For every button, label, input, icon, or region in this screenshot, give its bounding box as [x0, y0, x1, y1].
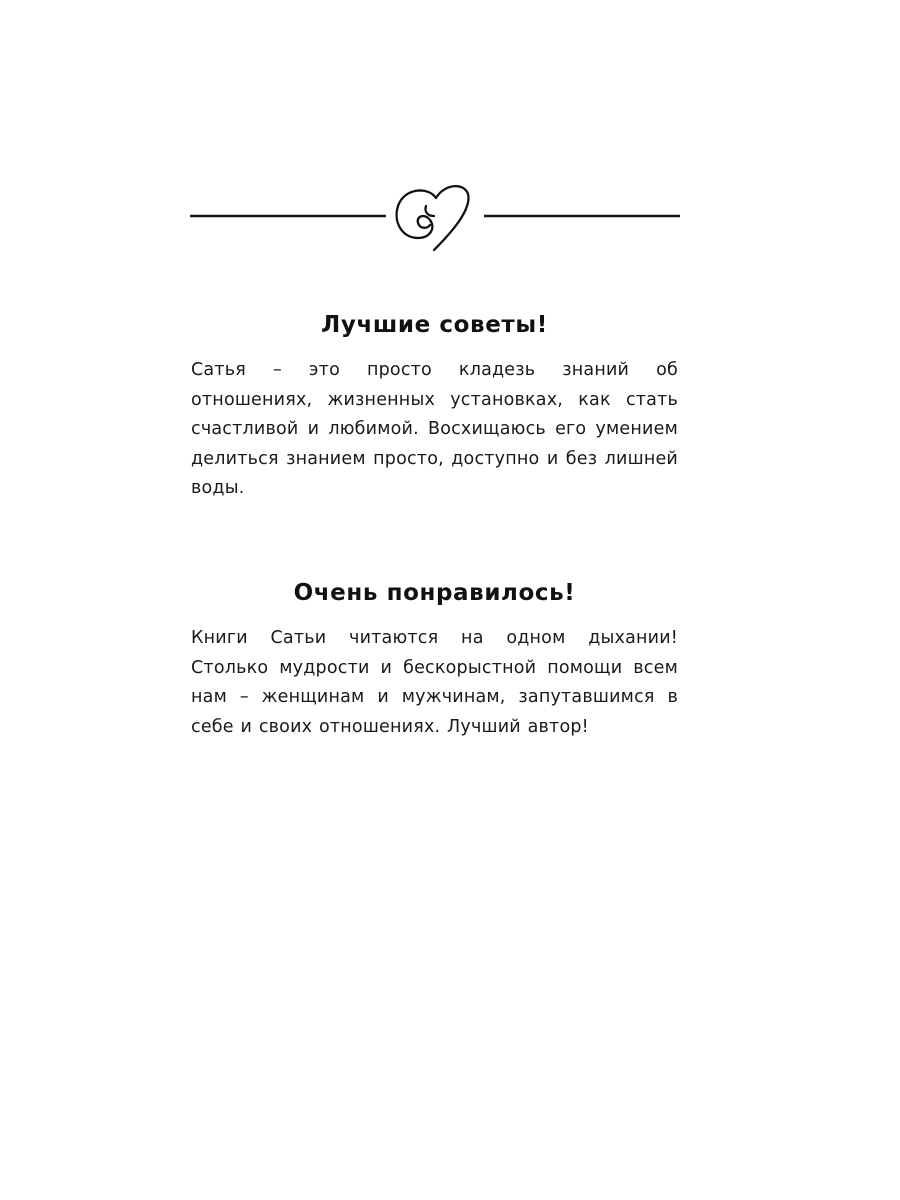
review-text: Сатья – это просто кладезь знаний об отношениях, жизненных установках, как стать счастливой и любимой. Восхищаюсь его умением делиться знанием просто, доступно и без лишней воды.: [191, 360, 678, 498]
review-title: Лучшие советы!: [321, 312, 548, 338]
review-title: Очень понравилось!: [293, 580, 576, 606]
heart-divider-icon: [190, 180, 680, 252]
heart-swirl: [397, 186, 469, 250]
review-block: [191, 308, 678, 504]
heart-divider-ornament: [190, 180, 680, 252]
review-block: [191, 576, 678, 742]
review-text: Книги Сатьи читаются на одном дыхании! Столько мудрости и бескорыстной помощи всем нам – женщинам и мужчинам, запутавшимся в себе и своих отношениях. Лучший автор!: [191, 628, 678, 737]
